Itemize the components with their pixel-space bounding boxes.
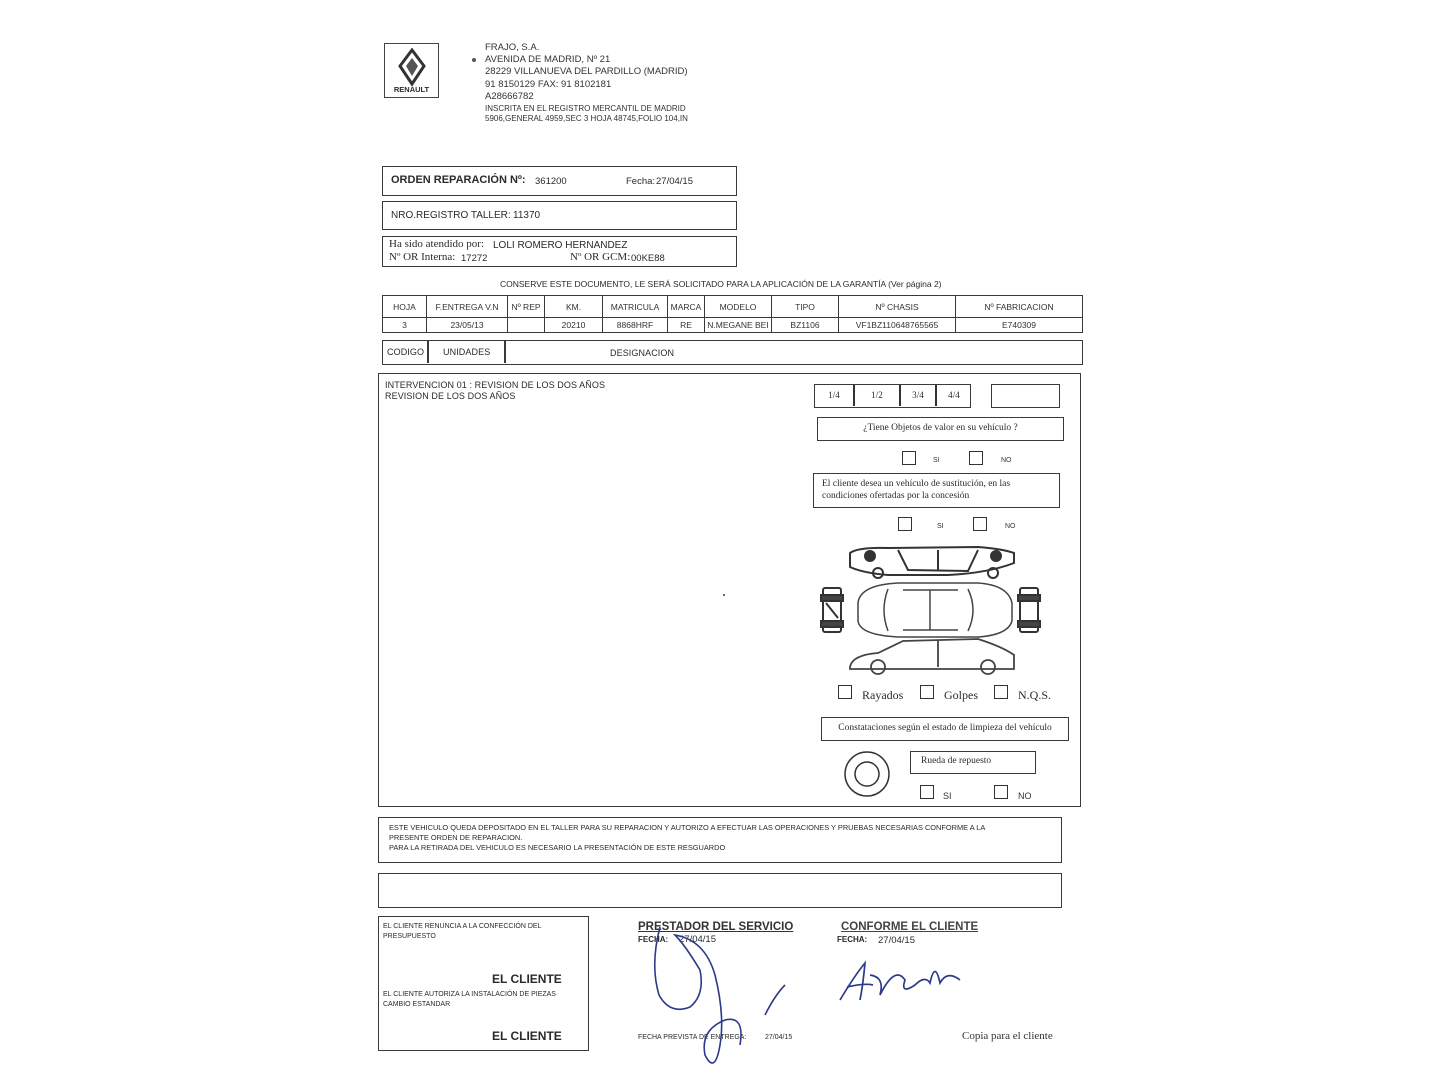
order-label: ORDEN REPARACIÓN Nº:	[391, 174, 526, 186]
golpes-checkbox[interactable]	[920, 685, 934, 699]
nqs-label: N.Q.S.	[1018, 688, 1052, 702]
header-fabricacion: Nº FABRICACION	[956, 296, 1083, 318]
nqs-checkbox[interactable]	[994, 685, 1008, 699]
spare-si-checkbox[interactable]	[920, 785, 934, 799]
registry-label: NRO.REGISTRO TALLER:	[391, 210, 511, 221]
intervention-line-2: REVISION DE LOS DOS AÑOS	[385, 391, 516, 401]
valuables-no-checkbox[interactable]	[969, 451, 983, 465]
rayados-checkbox[interactable]	[838, 685, 852, 699]
header-f-entrega: F.ENTREGA V.N	[427, 296, 508, 318]
copy-label: Copia para el cliente	[962, 1030, 1053, 1042]
attended-name: LOLI ROMERO HERNANDEZ	[493, 240, 628, 251]
internal-label: Nº OR Interna:	[389, 251, 456, 263]
valuables-no-label: NO	[1001, 457, 1012, 464]
items-header	[382, 340, 1083, 365]
provider-title: PRESTADOR DEL SERVICIO	[638, 921, 794, 933]
company-address: AVENIDA DE MADRID, Nº 21	[485, 54, 611, 65]
attended-label: Ha sido atendido por:	[389, 238, 485, 250]
provider-signature-icon	[645, 925, 815, 1075]
cell-hoja: 3	[383, 318, 427, 333]
authorization-line-2: PRESENTE ORDEN DE REPARACION.	[389, 833, 523, 842]
fuel-quarter: 1/4	[828, 390, 840, 400]
waiver-client-2: EL CLIENTE	[492, 1029, 562, 1043]
company-registry-2: 5906,GENERAL 4959,SEC 3 HOJA 48745,FOLIO 104,IN	[485, 114, 688, 123]
divider	[427, 341, 429, 363]
spare-label-box	[910, 751, 1036, 774]
client-sign-title: CONFORME EL CLIENTE	[841, 921, 979, 933]
registry-number: 11370	[513, 210, 541, 221]
waiver-client-1: EL CLIENTE	[492, 972, 562, 986]
fuel-extra-box	[991, 384, 1060, 408]
waiver-box	[378, 916, 589, 1051]
order-number: 361200	[535, 176, 567, 187]
delivery-date: 27/04/15	[765, 1034, 793, 1041]
replacement-question: El cliente desea un vehículo de sustitución, en las condiciones ofertadas por la concesión	[822, 479, 1011, 501]
renault-diamond-icon	[386, 48, 438, 88]
client-date-label: FECHA:	[837, 935, 868, 944]
speck	[723, 594, 725, 596]
header-matricula: MATRICULA	[603, 296, 668, 318]
authorization-line-1: ESTE VEHICULO QUEDA DEPOSITADO EN EL TALLER PARA SU REPARACION Y AUTORIZO A EFECTUAR LAS OPERACIONES Y PRUEBAS NECESARIAS CONFORME A LA	[389, 823, 986, 832]
cell-n-rep	[508, 318, 545, 333]
registry-box	[382, 201, 737, 230]
replacement-question-box	[813, 473, 1060, 508]
waiver-text-2: EL CLIENTE AUTORIZA LA INSTALACIÓN DE PIEZAS CAMBIO ESTANDAR	[383, 991, 556, 1008]
order-number-box	[382, 166, 737, 196]
waiver-text-1: EL CLIENTE RENUNCIA A LA CONFECCIÓN DEL PRESUPUESTO	[383, 923, 542, 940]
delivery-date-label: FECHA PREVISTA DE ENTREGA:	[638, 1034, 747, 1041]
fuel-gauge	[814, 384, 971, 408]
golpes-label: Golpes	[944, 688, 978, 702]
gcm-number: 00KE88	[631, 253, 665, 264]
header-modelo: MODELO	[705, 296, 772, 318]
car-side-bottom-icon	[850, 639, 1014, 674]
renault-logo	[384, 43, 439, 98]
divider	[504, 341, 506, 363]
replacement-no-checkbox[interactable]	[973, 517, 987, 531]
cell-marca: RE	[668, 318, 705, 333]
cell-f-entrega: 23/05/13	[427, 318, 508, 333]
cell-fabricacion: E740309	[956, 318, 1083, 333]
vehicle-table	[382, 295, 1083, 333]
cell-matricula: 8868HRF	[603, 318, 668, 333]
client-date: 27/04/15	[878, 935, 915, 946]
header-hoja: HOJA	[383, 296, 427, 318]
company-registry-1: INSCRITA EN EL REGISTRO MERCANTIL DE MADRID	[485, 104, 686, 113]
unidades-header: UNIDADES	[443, 347, 491, 357]
header-km: KM.	[545, 296, 603, 318]
car-damage-diagram[interactable]	[818, 543, 1046, 675]
replacement-no-label: NO	[1005, 523, 1016, 530]
car-side-top-icon	[850, 547, 1014, 578]
header-chasis: Nº CHASIS	[839, 296, 956, 318]
provider-date: 27/04/15	[679, 934, 716, 945]
car-top-view-icon	[858, 583, 1012, 637]
intervention-line-1: INTERVENCION 01 : REVISION DE LOS DOS AÑOS	[385, 380, 606, 390]
valuables-si-checkbox[interactable]	[902, 451, 916, 465]
spare-wheel-icon	[843, 750, 891, 798]
cell-tipo: BZ1106	[772, 318, 839, 333]
observations-box	[378, 873, 1062, 908]
valuables-question: ¿Tiene Objetos de valor en su vehículo ?	[863, 423, 1018, 433]
gcm-label: Nº OR GCM:	[570, 251, 631, 263]
valuables-si-label: SI	[933, 457, 940, 464]
spare-no-checkbox[interactable]	[994, 785, 1008, 799]
company-city: 28229 VILLANUEVA DEL PARDILLO (MADRID)	[485, 66, 688, 77]
header-tipo: TIPO	[772, 296, 839, 318]
rayados-label: Rayados	[862, 688, 904, 702]
valuables-question-box	[817, 417, 1064, 441]
attended-box	[382, 236, 737, 267]
bullet-dot	[472, 58, 476, 62]
logo-text: RENAULT	[393, 85, 430, 94]
header-marca: MARCA	[668, 296, 705, 318]
cell-chasis: VF1BZ110648765565	[839, 318, 956, 333]
replacement-si-label: SI	[937, 523, 944, 530]
company-name: FRAJO, S.A.	[485, 42, 540, 53]
provider-date-label: FECHA:	[638, 935, 669, 944]
internal-number: 17272	[461, 253, 488, 264]
cell-modelo: N.MEGANE BEI	[705, 318, 772, 333]
company-phone: 91 8150129 FAX: 91 8102181	[485, 79, 612, 90]
cleaning-label: Constataciones según el estado de limpieza del vehículo	[838, 723, 1052, 733]
order-date-label: Fecha:	[626, 176, 656, 187]
fuel-three-quarter: 3/4	[912, 390, 924, 400]
cleaning-box	[821, 717, 1069, 741]
fuel-full: 4/4	[948, 390, 960, 400]
fuel-half: 1/2	[871, 390, 883, 400]
header-n-rep: Nº REP	[508, 296, 545, 318]
spare-label: Rueda de repuesto	[921, 756, 992, 766]
warranty-notice: CONSERVE ESTE DOCUMENTO, LE SERÁ SOLICITADO PARA LA APLICACIÓN DE LA GARANTÍA (Ver página 2)	[500, 279, 942, 289]
spare-no-label: NO	[1018, 791, 1032, 801]
company-cif: A28666782	[485, 91, 534, 102]
replacement-si-checkbox[interactable]	[898, 517, 912, 531]
car-rear-icon	[1018, 588, 1040, 632]
designacion-header: DESIGNACION	[610, 348, 675, 358]
codigo-header: CODIGO	[387, 347, 425, 357]
car-front-icon	[821, 588, 843, 632]
client-signature-icon	[835, 955, 970, 1015]
authorization-line-3: PARA LA RETIRADA DEL VEHICULO ES NECESARIO LA PRESENTACIÓN DE ESTE RESGUARDO	[389, 843, 726, 852]
spare-si-label: SI	[943, 791, 952, 801]
cell-km: 20210	[545, 318, 603, 333]
authorization-box	[378, 817, 1062, 863]
order-date: 27/04/15	[656, 176, 693, 187]
